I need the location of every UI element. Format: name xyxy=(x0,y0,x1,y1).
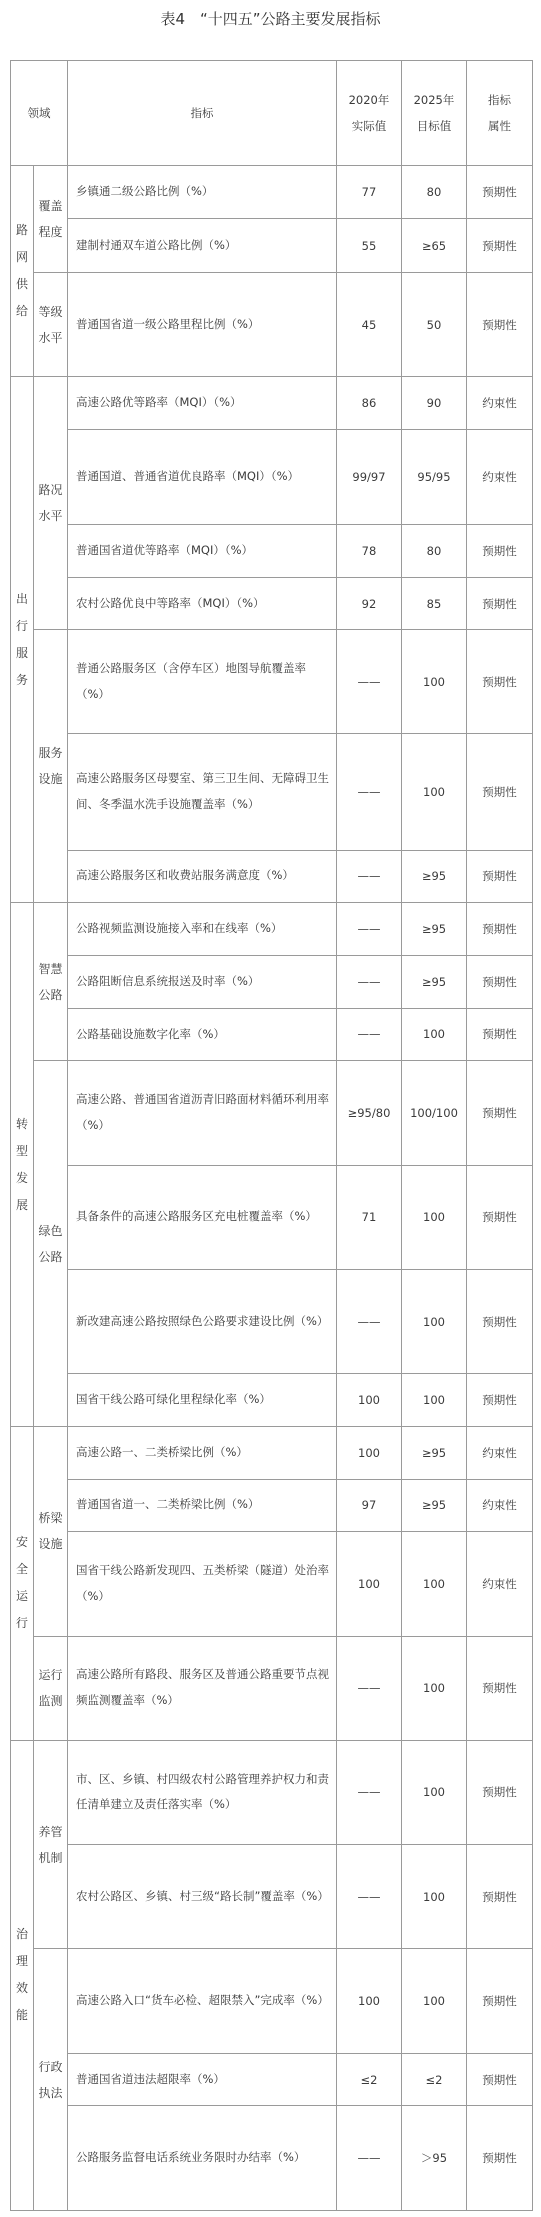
attribute-cell: 预期性 xyxy=(467,577,533,630)
value-2025-cell: 80 xyxy=(402,525,467,578)
table-row xyxy=(11,1479,533,1532)
table-row xyxy=(11,1165,533,1269)
attribute-cell: 约束性 xyxy=(467,1426,533,1479)
table-row xyxy=(11,1008,533,1061)
value-2020-cell: 100 xyxy=(337,1949,402,2053)
value-2020-cell: 78 xyxy=(337,525,402,578)
attribute-cell: 预期性 xyxy=(467,1636,533,1740)
value-2025-cell: ≥95 xyxy=(402,1479,467,1532)
header-attribute xyxy=(467,61,533,166)
attribute-cell: 约束性 xyxy=(467,1479,533,1532)
value-2025-cell: ≥95 xyxy=(402,903,467,956)
table-row xyxy=(11,955,533,1008)
indicator-cell: 高速公路服务区母婴室、第三卫生间、无障碍卫生间、冬季温水洗手设施覆盖率（%） xyxy=(68,733,337,850)
value-2020-cell: —— xyxy=(337,1636,402,1740)
indicator-cell: 公路基础设施数字化率（%） xyxy=(68,1008,337,1061)
domain-group-cell xyxy=(11,166,34,377)
subdomain-cell xyxy=(34,1061,68,1427)
header-attribute-line2: 属性 xyxy=(488,119,511,134)
subdomain-label: 运行监测 xyxy=(38,1668,63,1709)
table-row xyxy=(11,377,533,430)
value-2020-cell: 55 xyxy=(337,219,402,273)
attribute-cell: 预期性 xyxy=(467,272,533,376)
value-2025-cell: ≤2 xyxy=(402,2053,467,2106)
table-row xyxy=(11,1845,533,1949)
indicator-cell: 高速公路优等路率（MQI）（%） xyxy=(68,377,337,430)
indicator-cell: 建制村通双车道公路比例（%） xyxy=(68,219,337,273)
attribute-cell: 预期性 xyxy=(467,850,533,903)
value-2025-cell: 100 xyxy=(402,630,467,733)
attribute-cell: 预期性 xyxy=(467,1949,533,2053)
attribute-cell: 约束性 xyxy=(467,377,533,430)
table-row xyxy=(11,903,533,956)
value-2020-cell: ≤2 xyxy=(337,2053,402,2106)
subdomain-label: 路况水平 xyxy=(38,483,63,524)
value-2020-cell: —— xyxy=(337,1740,402,1844)
header-indicator: 指标 xyxy=(68,61,337,166)
indicator-cell: 普通国省道一、二类桥梁比例（%） xyxy=(68,1479,337,1532)
value-2025-cell: 80 xyxy=(402,166,467,219)
table-row xyxy=(11,1061,533,1165)
header-domain: 领域 xyxy=(11,61,68,166)
attribute-cell: 预期性 xyxy=(467,2053,533,2106)
indicator-cell: 高速公路服务区和收费站服务满意度（%） xyxy=(68,850,337,903)
indicator-cell: 公路服务监督电话系统业务限时办结率（%） xyxy=(68,2106,337,2211)
value-2025-cell: 100 xyxy=(402,1269,467,1373)
attribute-cell: 预期性 xyxy=(467,1061,533,1165)
value-2025-cell: 100 xyxy=(402,733,467,850)
subdomain-label: 桥梁设施 xyxy=(38,1511,63,1552)
value-2025-cell: 50 xyxy=(402,272,467,376)
table-row xyxy=(11,1740,533,1844)
table-row xyxy=(11,1269,533,1373)
indicator-cell: 公路视频监测设施接入率和在线率（%） xyxy=(68,903,337,956)
indicator-cell: 国省干线公路新发现四、五类桥梁（隧道）处治率（%） xyxy=(68,1532,337,1636)
value-2025-cell: 95/95 xyxy=(402,429,467,524)
value-2020-cell: 45 xyxy=(337,272,402,376)
header-2025-line1: 2025年 xyxy=(413,93,455,108)
value-2025-cell: 100 xyxy=(402,1740,467,1844)
attribute-cell: 预期性 xyxy=(467,733,533,850)
table-row xyxy=(11,630,533,733)
subdomain-cell xyxy=(34,272,68,376)
attribute-cell: 约束性 xyxy=(467,1532,533,1636)
attribute-cell: 预期性 xyxy=(467,1740,533,1844)
value-2025-cell: 100 xyxy=(402,1949,467,2053)
value-2020-cell: —— xyxy=(337,850,402,903)
table-row xyxy=(11,429,533,524)
header-2025-line2: 目标值 xyxy=(416,119,452,134)
subdomain-label: 养管机制 xyxy=(38,1824,63,1865)
domain-group-label: 出行服务 xyxy=(15,591,28,687)
indicators-table xyxy=(10,60,533,2211)
subdomain-label: 覆盖程度 xyxy=(38,199,63,240)
value-2020-cell: 99/97 xyxy=(337,429,402,524)
value-2020-cell: 71 xyxy=(337,1165,402,1269)
attribute-cell: 预期性 xyxy=(467,2106,533,2211)
indicator-cell: 乡镇通二级公路比例（%） xyxy=(68,166,337,219)
value-2020-cell: —— xyxy=(337,1845,402,1949)
value-2025-cell: 100 xyxy=(402,1165,467,1269)
value-2025-cell: ＞95 xyxy=(402,2106,467,2211)
indicator-cell: 农村公路优良中等路率（MQI）（%） xyxy=(68,577,337,630)
indicator-cell: 普通国省道违法超限率（%） xyxy=(68,2053,337,2106)
value-2025-cell: 100 xyxy=(402,1008,467,1061)
domain-group-label: 安全运行 xyxy=(15,1535,28,1631)
indicator-cell: 普通国省道一级公路里程比例（%） xyxy=(68,272,337,376)
subdomain-cell xyxy=(34,1636,68,1740)
attribute-cell: 预期性 xyxy=(467,166,533,219)
value-2020-cell: 100 xyxy=(337,1426,402,1479)
value-2025-cell: 100/100 xyxy=(402,1061,467,1165)
subdomain-label: 行政执法 xyxy=(38,2059,63,2100)
attribute-cell: 预期性 xyxy=(467,903,533,956)
table-row xyxy=(11,166,533,219)
attribute-cell: 预期性 xyxy=(467,1165,533,1269)
subdomain-cell xyxy=(34,166,68,273)
attribute-cell: 预期性 xyxy=(467,219,533,273)
table-row xyxy=(11,272,533,376)
subdomain-cell xyxy=(34,1949,68,2211)
value-2025-cell: ≥65 xyxy=(402,219,467,273)
indicator-cell: 高速公路一、二类桥梁比例（%） xyxy=(68,1426,337,1479)
subdomain-cell xyxy=(34,630,68,903)
header-2020-line2: 实际值 xyxy=(351,119,387,134)
indicator-cell: 国省干线公路可绿化里程绿化率（%） xyxy=(68,1374,337,1427)
subdomain-label: 绿色公路 xyxy=(38,1223,63,1264)
table-title: 表4 “十四五”公路主要发展指标 xyxy=(160,10,381,28)
value-2020-cell: 100 xyxy=(337,1374,402,1427)
table-row xyxy=(11,2053,533,2106)
value-2020-cell: ≥95/80 xyxy=(337,1061,402,1165)
table-row xyxy=(11,1374,533,1427)
table-row xyxy=(11,577,533,630)
table-row xyxy=(11,1636,533,1740)
value-2025-cell: 85 xyxy=(402,577,467,630)
indicator-cell: 普通公路服务区（含停车区）地图导航覆盖率（%） xyxy=(68,630,337,733)
subdomain-label: 等级水平 xyxy=(38,304,63,345)
domain-group-cell xyxy=(11,377,34,903)
attribute-cell: 预期性 xyxy=(467,955,533,1008)
attribute-cell: 约束性 xyxy=(467,429,533,524)
table-row xyxy=(11,1949,533,2053)
domain-group-label: 治理效能 xyxy=(15,1927,28,2023)
table-row xyxy=(11,525,533,578)
value-2020-cell: —— xyxy=(337,955,402,1008)
value-2020-cell: —— xyxy=(337,1269,402,1373)
domain-group-cell xyxy=(11,903,34,1427)
value-2020-cell: —— xyxy=(337,733,402,850)
indicator-cell: 农村公路区、乡镇、村三级“路长制”覆盖率（%） xyxy=(68,1845,337,1949)
header-2020-line1: 2020年 xyxy=(348,93,390,108)
indicator-cell: 市、区、乡镇、村四级农村公路管理养护权力和责任清单建立及责任落实率（%） xyxy=(68,1740,337,1844)
subdomain-label: 智慧公路 xyxy=(38,961,63,1002)
value-2020-cell: 77 xyxy=(337,166,402,219)
value-2020-cell: —— xyxy=(337,630,402,733)
value-2025-cell: ≥95 xyxy=(402,850,467,903)
header-2025 xyxy=(402,61,467,166)
subdomain-cell xyxy=(34,903,68,1061)
domain-group-cell xyxy=(11,1426,34,1740)
value-2020-cell: 92 xyxy=(337,577,402,630)
header-row xyxy=(11,61,533,166)
header-attribute-line1: 指标 xyxy=(488,93,511,108)
indicator-cell: 普通国省道优等路率（MQI）（%） xyxy=(68,525,337,578)
value-2025-cell: 100 xyxy=(402,1845,467,1949)
indicator-cell: 高速公路所有路段、服务区及普通公路重要节点视频监测覆盖率（%） xyxy=(68,1636,337,1740)
subdomain-cell xyxy=(34,1740,68,1949)
value-2020-cell: —— xyxy=(337,1008,402,1061)
domain-group-label: 转型发展 xyxy=(15,1116,28,1212)
value-2020-cell: —— xyxy=(337,2106,402,2211)
indicator-cell: 高速公路、普通国省道沥青旧路面材料循环利用率（%） xyxy=(68,1061,337,1165)
value-2020-cell: 97 xyxy=(337,1479,402,1532)
value-2025-cell: 100 xyxy=(402,1374,467,1427)
table-row xyxy=(11,733,533,850)
table-row xyxy=(11,850,533,903)
header-2020 xyxy=(337,61,402,166)
attribute-cell: 预期性 xyxy=(467,525,533,578)
value-2020-cell: 86 xyxy=(337,377,402,430)
value-2025-cell: 90 xyxy=(402,377,467,430)
table-row xyxy=(11,1426,533,1479)
indicator-cell: 普通国道、普通省道优良路率（MQI）（%） xyxy=(68,429,337,524)
domain-group-cell xyxy=(11,1740,34,2210)
table-row xyxy=(11,1532,533,1636)
attribute-cell: 预期性 xyxy=(467,1269,533,1373)
attribute-cell: 预期性 xyxy=(467,1008,533,1061)
value-2025-cell: ≥95 xyxy=(402,955,467,1008)
value-2025-cell: 100 xyxy=(402,1636,467,1740)
domain-group-label: 路网供给 xyxy=(15,223,28,319)
indicator-cell: 高速公路入口“货车必检、超限禁入”完成率（%） xyxy=(68,1949,337,2053)
table-row xyxy=(11,2106,533,2211)
indicator-cell: 公路阻断信息系统报送及时率（%） xyxy=(68,955,337,1008)
value-2020-cell: —— xyxy=(337,903,402,956)
value-2025-cell: ≥95 xyxy=(402,1426,467,1479)
attribute-cell: 预期性 xyxy=(467,1374,533,1427)
attribute-cell: 预期性 xyxy=(467,630,533,733)
value-2020-cell: 100 xyxy=(337,1532,402,1636)
indicator-cell: 具备条件的高速公路服务区充电桩覆盖率（%） xyxy=(68,1165,337,1269)
subdomain-label: 服务设施 xyxy=(38,746,63,787)
table-row xyxy=(11,219,533,273)
indicator-cell: 新改建高速公路按照绿色公路要求建设比例（%） xyxy=(68,1269,337,1373)
attribute-cell: 预期性 xyxy=(467,1845,533,1949)
subdomain-cell xyxy=(34,377,68,630)
subdomain-cell xyxy=(34,1426,68,1636)
value-2025-cell: 100 xyxy=(402,1532,467,1636)
